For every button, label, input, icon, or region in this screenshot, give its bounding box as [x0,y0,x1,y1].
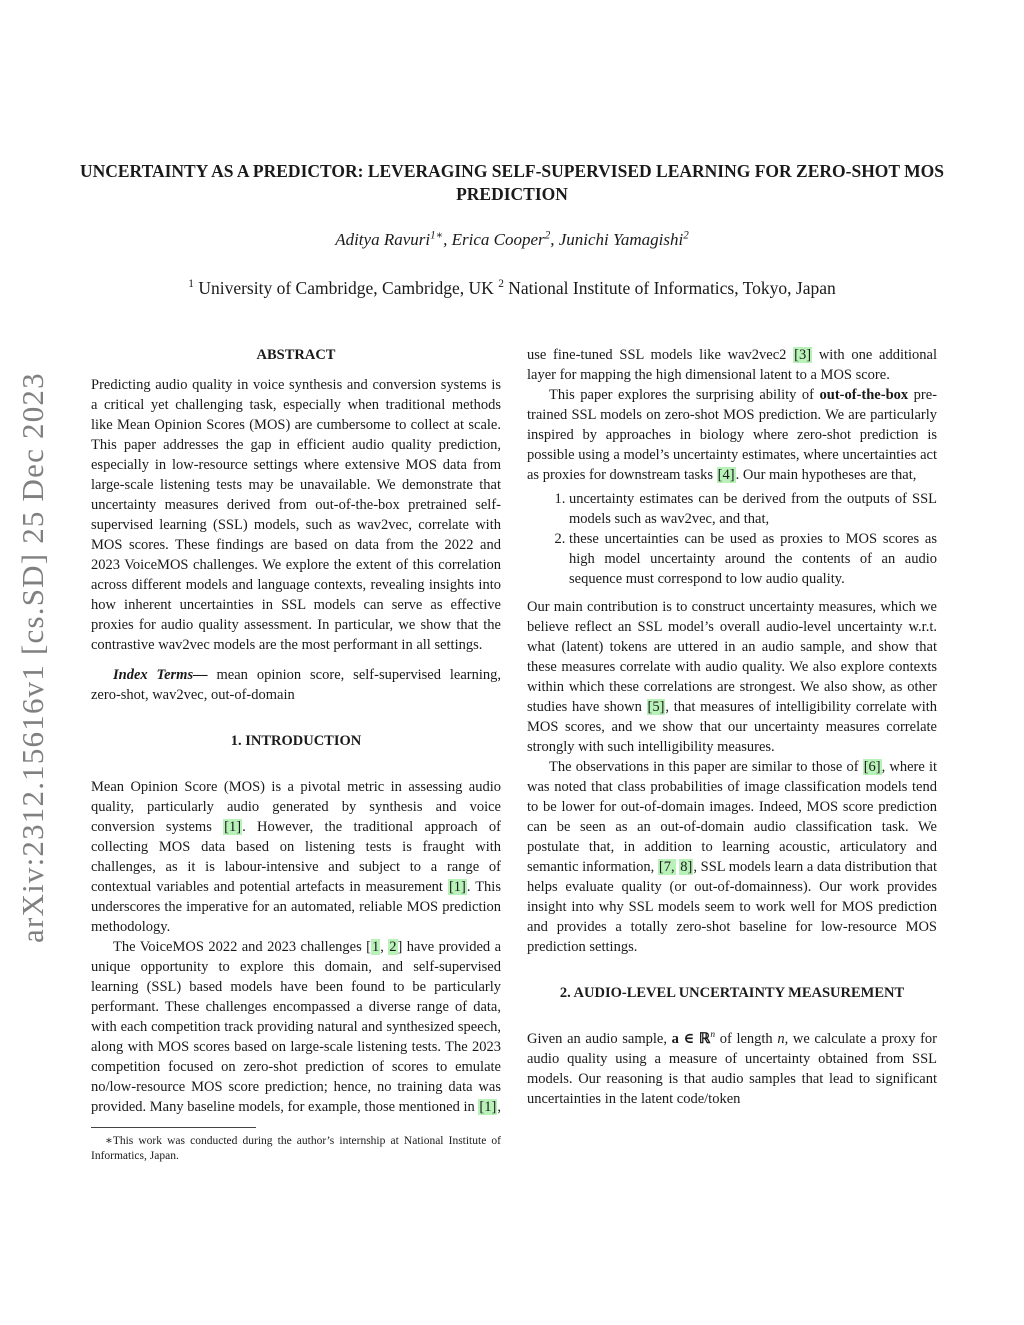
affil-mark: 1 [188,278,194,291]
author-name: Junichi Yamagishi [558,230,684,249]
intro-text: ] have provided a unique opportunity to explore this domain, and self-supervised learning (SSL) based models have been found to be particularly performant. These challenges encompassed a diverse range of data, with each competition track providing natural and synthesized speech, along with MOS scores based on large-scale listening tests. The 2023 competition focused on zero-shot prediction of scores to emulate no/low-resource MOS score prediction; hence, no training data was provided. Many baseline models, for example, those mentioned in [91,939,502,1115]
affiliation: National Institute of Informatics, Tokyo, Japan [508,278,836,298]
list-item: 2. these uncertainties can be used as proxies to MOS scores as high model uncertainty around the contents of an audio sequence must correspond to low audio quality. [569,529,937,589]
intro-text: . However, the traditional approach of collecting MOS data based on listening tests is fraught with challenges, as it is labour-intensive and subject to a range of contextual variables and potential artefacts in measurement [91,819,501,895]
citation-link[interactable]: [1] [448,879,466,895]
body-text: , SSL models learn a data distribution that helps evaluate quality (or out-of-domainness). Our work provides insight into why SSL models seem to work well for MOS prediction and provides a totally zero-shot baseline for low-resource MOS prediction settings. [527,859,938,955]
observations-paragraph [527,757,937,957]
list-item: 1. uncertainty estimates can be derived from the outputs of SSL models such as wav2vec, and that, [569,489,937,529]
index-terms-text: mean opinion score, self-supervised learning, zero-shot, wav2vec, out-of-domain [91,667,502,703]
author-name: Aditya Ravuri [335,230,431,249]
intro-text: Mean Opinion Score (MOS) is a pivotal metric in assessing audio quality, particularly audio generated by synthesis and voice conversion systems [91,779,501,835]
index-terms-label: Index Terms— [113,667,208,683]
intro-paragraph-1 [91,777,501,937]
body-text: of length [715,1031,778,1047]
affiliations [60,278,964,299]
arxiv-identifier: arXiv:2312.15616v1 [cs.SD] 25 Dec 2023 [15,372,50,943]
citation-link[interactable]: [5] [647,699,665,715]
intro-heading: 1. INTRODUCTION [230,733,362,749]
section-2-paragraph [527,1029,937,1109]
body-text: Given an audio sample, [527,1031,672,1047]
intro-continued [527,345,937,385]
citation-link[interactable]: [3] [794,347,812,363]
left-column [91,345,501,1164]
footnote-divider [91,1127,256,1128]
citation-link[interactable]: [7, [658,859,675,875]
author-name: Erica Cooper [451,230,545,249]
hypothesis-intro [527,385,937,485]
contribution-paragraph [527,597,937,757]
section-2-heading: 2. AUDIO-LEVEL UNCERTAINTY MEASUREMENT [559,985,905,1001]
intro-text: , [497,1099,501,1115]
right-column [527,345,937,1109]
body-text: . Our main hypotheses are that, [735,467,917,483]
citation-link[interactable]: [6] [863,759,881,775]
body-text: with one additional layer for mapping the high dimensional latent to a MOS score. [527,347,937,383]
author-affil-mark: 2 [683,229,689,242]
citation-link[interactable]: [1] [224,819,242,835]
index-terms [91,665,501,705]
hypotheses-list [527,489,937,589]
math-variable: n [777,1031,785,1047]
emphasis: out-of-the-box [819,387,909,403]
footnote: ∗This work was conducted during the author’s internship at National Institute of Informatics, Japan. [91,1135,501,1162]
author-list: Aditya Ravuri$^{1∗}$, Erica Cooper$^2$, Junichi Yamagishi$^2$ [335,229,689,249]
body-text: Our main contribution is to construct uncertainty measures, which we believe reflect an SSL model’s overall audio-level uncertainty w.r.t. what (latent) tokens are uttered in an audio sample, and show that these measures correlate with audio quality. We also explore contexts within which these correlations are strongest. We also show, as other studies have shown [527,599,937,715]
math-superscript: n [710,1030,716,1041]
citation-link[interactable]: [4] [717,467,735,483]
citation-link[interactable]: 2 [389,939,397,955]
citation-separator: , [380,939,389,955]
body-text: This paper explores the surprising ability of [549,387,820,403]
math-vector: a ∈ ℝ [671,1031,711,1047]
intro-paragraph-2 [91,937,501,1117]
affiliation: University of Cambridge, Cambridge, UK [198,278,494,298]
body-text: pre-trained SSL models on zero-shot MOS prediction. We are particularly inspired by approaches in biology where zero-shot prediction is possible using a model’s uncertainty estimates, where uncertainties act as proxies for downstream tasks [527,387,937,483]
intro-text: . This underscores the imperative for an automated, reliable MOS prediction methodology. [91,879,501,935]
body-text: , that measures of intelligibility correlate with MOS scores, and we show that our uncertainty measures correlate strongly with such intelligibility measures. [527,699,937,755]
affil-mark: 2 [498,278,504,291]
intro-text: The VoiceMOS 2022 and 2023 challenges [ [113,939,371,955]
body-text: The observations in this paper are similar to those of [549,759,863,775]
citation-link[interactable]: 8] [680,859,693,875]
body-text: , we calculate a proxy for audio quality using a measure of uncertainty obtained from SSL models. Our reasoning is that audio samples that lead to significant uncertainties in the latent code/token [527,1031,938,1107]
abstract-text: Predicting audio quality in voice synthesis and conversion systems is a critical yet challenging task, especially when traditional methods like Mean Opinion Scores (MOS) are cumbersome to collect at scale. This paper addresses the gap in efficient audio quality prediction, especially in low-resource settings where extensive MOS data from large-scale listening tests may be unavailable. We demonstrate that uncertainty measures derived from out-of-the-box pretrained self-supervised learning (SSL) models, such as wav2vec, correlate with MOS scores. These findings are based on data from the 2022 and 2023 VoiceMOS challenges. We explore the extent of this correlation across different models and language contexts, revealing insights into how inherent uncertainties in SSL models can serve as effective proxies for audio quality assessment. In particular, we show that the contrastive wav2vec models are the most performant in all settings. [91,377,501,653]
body-text: , where it was noted that class probabilities of image classification models tend to be lower for out-of-domain images. Indeed, MOS score prediction can be seen as an out-of-domain audio classification task. We postulate that, in addition to learning acoustic, articulatory and semantic information, [527,759,938,875]
citation-link[interactable]: [1] [479,1099,497,1115]
author-affil-mark: 1∗ [430,229,444,242]
paper-title: UNCERTAINTY AS A PREDICTOR: LEVERAGING SELF-SUPERVISED LEARNING FOR ZERO-SHOT MOS PREDICTION [79,161,945,204]
abstract-heading: ABSTRACT [256,347,336,363]
author-affil-mark: 2 [544,229,551,242]
citation-link[interactable]: 1 [371,939,380,955]
body-text: use fine-tuned SSL models like wav2vec2 [527,347,794,363]
